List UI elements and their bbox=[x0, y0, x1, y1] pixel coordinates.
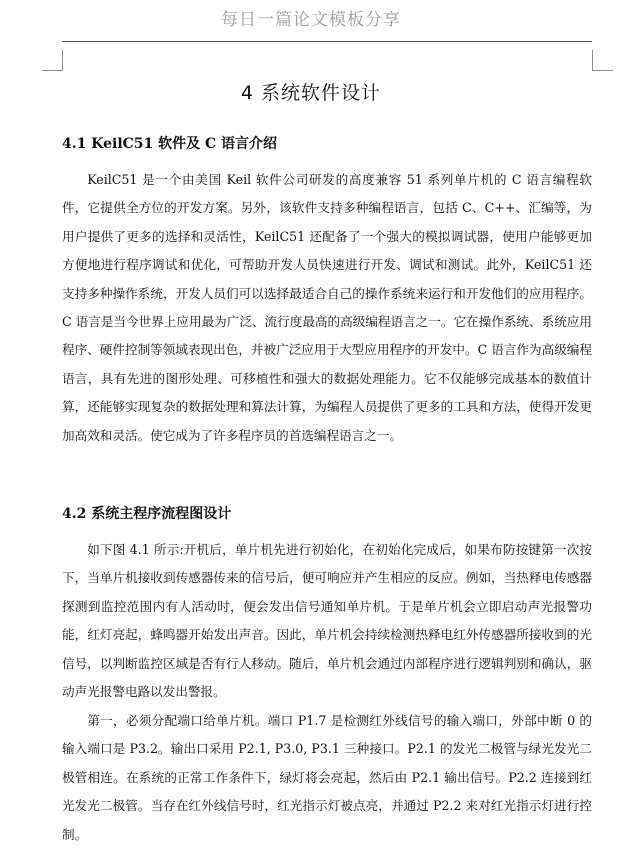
chapter-title: 4 系统软件设计 bbox=[240, 82, 382, 104]
paragraph-port-allocation: 第一，必须分配端口给单片机。端口 P1.7 是检测红外线信号的输入端口，外部中断 0 的输入端口是 P3.2。输出口采用 P2.1, P3.0, P3.1 三种接口。P2.1 的发光二极管与绿光发光二极管相连。在系统的正常工作条件下，绿灯将会亮起，然后由 P2.1 输出信号。P2.2 连接到红光发光二极管。当存在红外线信号时，红光指示灯被点亮，并通过 P2.2 来对红光指示灯进行控制。 bbox=[62, 713, 592, 842]
header-divider bbox=[62, 41, 592, 42]
margin-crop-mark-right bbox=[592, 50, 613, 71]
section-heading-4-2: 4.2 系统主程序流程图设计 bbox=[62, 506, 232, 522]
section-heading-4-1: 4.1 KeilC51 软件及 C 语言介绍 bbox=[62, 136, 278, 152]
paragraph-flowchart-overview: 如下图 4.1 所示:开机后，单片机先进行初始化，在初始化完成后，如果布防按键第一次按下，当单片机接收到传感器传来的信号后，便可响应并产生相应的反应。例如，当热释电传感器探测到监控范围内有人活动时，便会发出信号通知单片机。于是单片机会立即启动声光报警功能，红灯亮起，蜂鸣器开始发出声音。因此，单片机会持续检测热释电红外传感器所接收到的光信号，以判断监控区域是否有行人移动。随后，单片机会通过内部程序进行逻辑判别和确认，驱动声光报警电路以发出警报。 bbox=[62, 542, 592, 700]
paragraph-keil-intro: KeilC51 是一个由美国 Keil 软件公司研发的高度兼容 51 系列单片机的 C 语言编程软件，它提供全方位的开发方案。另外，该软件支持多种编程语言，包括 C、C++、汇编等，为用户提供了更多的选择和灵活性，KeilC51 还配备了一个强大的模拟调试器，使用户能够更加方便地进行程序调试和优化，可帮助开发人员快速进行开发、调试和测试。此外，KeilC51 还支持多种操作系统，开发人员们可以选择最适合自己的操作系统来运行和开发他们的应用程序。C 语言是当今世界上应用最为广泛、流行度最高的高级编程语言之一。它在操作系统、系统应用程序、硬件控制等领域表现出色，并被广泛应用于大型应用程序的开发中。C 语言作为高级编程语言，具有先进的图形处理、可移植性和强大的数据处理能力。它不仅能够完成基本的数值计算，还能够实现复杂的数据处理和算法计算，为编程人员提供了更多的工具和方法，使得开发更加高效和灵活。使它成为了许多程序员的首选编程语言之一。 bbox=[62, 172, 592, 443]
page-header: 每日一篇论文模板分享 bbox=[221, 10, 401, 30]
margin-crop-mark-left bbox=[42, 50, 63, 71]
